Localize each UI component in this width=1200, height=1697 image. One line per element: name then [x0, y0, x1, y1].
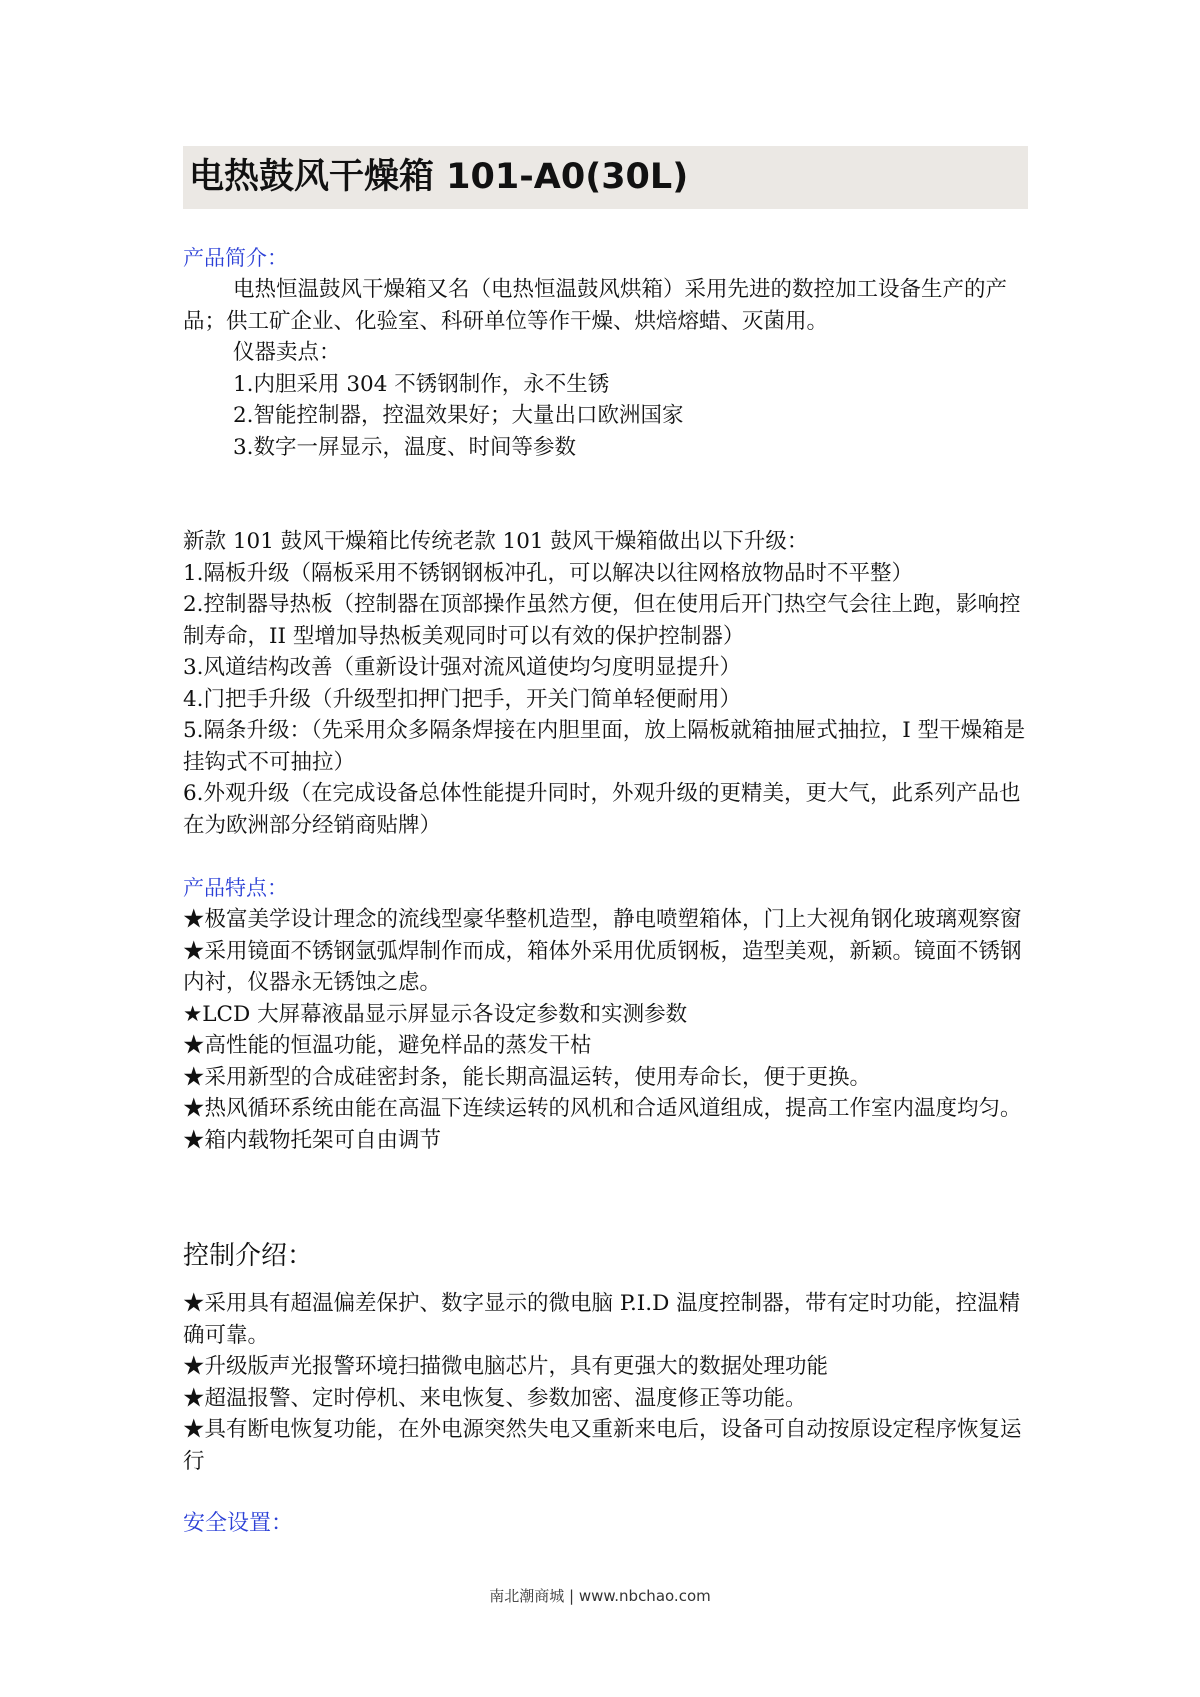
intro-paragraph: 电热恒温鼓风干燥箱又名（电热恒温鼓风烘箱）采用先进的数控加工设备生产的产品；供工矿企业、化验室、科研单位等作干燥、烘焙熔蜡、灭菌用。 — [183, 277, 1008, 334]
title-bar — [183, 146, 1028, 209]
selling-title: 仪器卖点： — [233, 340, 341, 365]
features-heading: 产品特点： — [183, 876, 288, 900]
feature-item: ★箱内载物托架可自由调节 — [183, 1127, 442, 1153]
upgrade-item: 6.外观升级（在完成设备总体性能提升同时，外观升级的更精美，更大气，此系列产品也在为欧洲部分经销商贴牌） — [183, 781, 1021, 838]
feature-item: ★LCD 大屏幕液晶显示屏显示各设定参数和实测参数 — [183, 1001, 688, 1027]
feature-item: ★采用新型的合成硅密封条，能长期高温运转，使用寿命长，便于更换。 — [183, 1064, 872, 1090]
upgrade-item: 5.隔条升级：（先采用众多隔条焊接在内胆里面，放上隔板就箱抽屉式抽拉，I 型干燥箱是挂钩式不可抽拉） — [183, 718, 1026, 775]
page-footer: 南北潮商城 | www.nbchao.com — [489, 1587, 711, 1605]
feature-item: ★极富美学设计理念的流线型豪华整机造型，静电喷塑箱体，门上大视角钢化玻璃观察窗 — [183, 907, 1022, 932]
page-title: 电热鼓风干燥箱 101-A0(30L) — [189, 157, 689, 197]
upgrades-section — [183, 526, 1028, 841]
control-item: ★超温报警、定时停机、来电恢复、参数加密、温度修正等功能。 — [183, 1385, 807, 1411]
control-item: ★具有断电恢复功能，在外电源突然失电又重新来电后，设备可自动按原设定程序恢复运行 — [183, 1417, 1022, 1474]
intro-heading: 产品简介： — [183, 246, 288, 270]
safety-section — [183, 1508, 1028, 1540]
control-section — [183, 1236, 1028, 1477]
upgrades-heading: 新款 101 鼓风干燥箱比传统老款 101 鼓风干燥箱做出以下升级： — [183, 529, 809, 554]
feature-item: ★热风循环系统由能在高温下连续运转的风机和合适风道组成，提高工作室内温度均匀。 — [183, 1096, 1022, 1121]
selling-point: 1.内胆采用 304 不锈钢制作，永不生锈 — [233, 371, 610, 397]
safety-heading: 安全设置： — [183, 1511, 294, 1536]
upgrade-item: 2.控制器导热板（控制器在顶部操作虽然方便，但在使用后开门热空气会往上跑，影响控制寿命，II 型增加导热板美观同时可以有效的保护控制器） — [183, 592, 1021, 649]
control-heading: 控制介绍： — [183, 1241, 314, 1271]
upgrade-item: 3.风道结构改善（重新设计强对流风道使均匀度明显提升） — [183, 655, 742, 680]
selling-point: 3.数字一屏显示，温度、时间等参数 — [233, 434, 577, 460]
feature-item: ★采用镜面不锈钢氩弧焊制作而成，箱体外采用优质钢板，造型美观，新颖。镜面不锈钢内衬，仪器永无锈蚀之虑。 — [183, 938, 1022, 995]
features-section — [183, 872, 1028, 1156]
control-item: ★升级版声光报警环境扫描微电脑芯片，具有更强大的数据处理功能 — [183, 1354, 829, 1379]
intro-section — [183, 242, 1028, 463]
selling-point: 2.智能控制器，控温效果好；大量出口欧洲国家 — [233, 403, 684, 428]
control-item: ★采用具有超温偏差保护、数字显示的微电脑 P.I.D 温度控制器，带有定时功能，控温精确可靠。 — [183, 1291, 1021, 1348]
upgrade-item: 1.隔板升级（隔板采用不锈钢钢板冲孔，可以解决以往网格放物品时不平整） — [183, 560, 914, 586]
feature-item: ★高性能的恒温功能，避免样品的蒸发干枯 — [183, 1033, 592, 1058]
upgrade-item: 4.门把手升级（升级型扣押门把手，开关门简单轻便耐用） — [183, 686, 742, 712]
